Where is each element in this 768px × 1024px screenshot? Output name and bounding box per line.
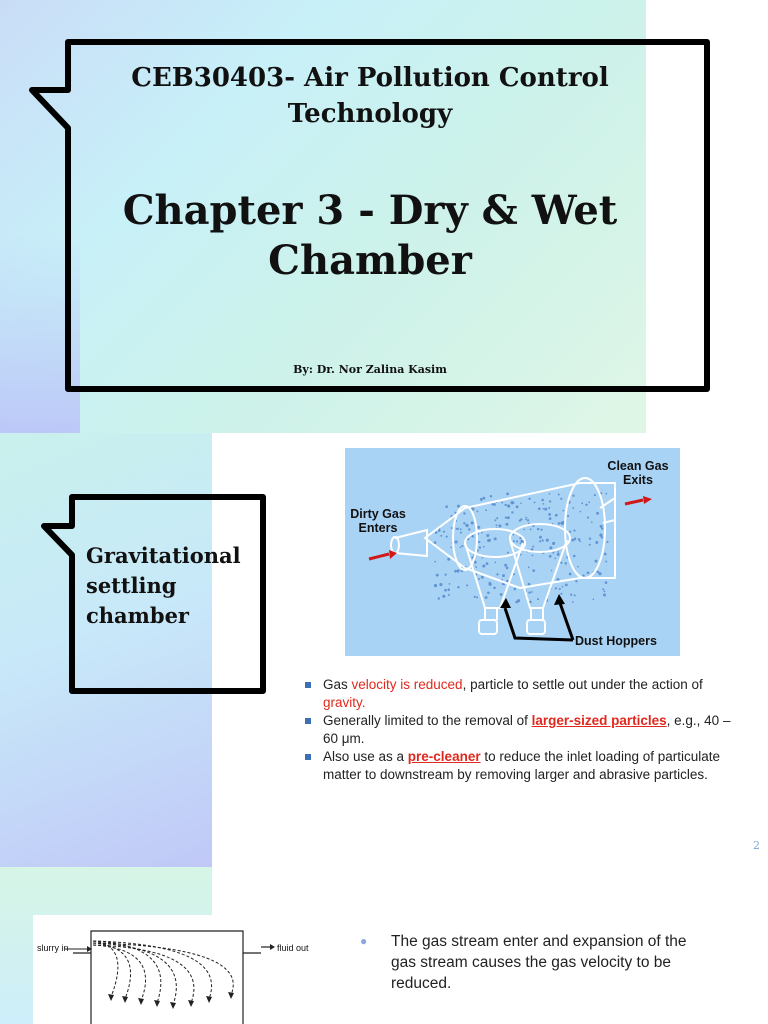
bullet-text: The gas stream enter and expansion of the gas stream causes the gas velocity to be reduced. xyxy=(391,933,687,992)
title-slide xyxy=(0,0,768,433)
bullet-square-icon xyxy=(305,754,311,760)
bullet-item xyxy=(305,676,735,711)
bullet-text-part: gravity. xyxy=(323,694,366,710)
settling-chamber-figure xyxy=(345,448,680,656)
bullet-text-part: , e.g., 40 – 60 μm. xyxy=(323,713,731,746)
chapter-title: Chapter 3 - Dry & Wet Chamber xyxy=(122,187,618,284)
bullet-text-part: to reduce the inlet loading of particulate matter to downstream by removing larger and abrasive particles. xyxy=(323,749,721,782)
bullet-dot-icon: ● xyxy=(360,934,368,948)
fluid-out-label: fluid out xyxy=(277,943,309,953)
chamber-flow-drawing xyxy=(33,915,330,1024)
clean-gas-label: Clean Gas Exits xyxy=(607,459,669,487)
bullet-text-part: larger-sized particles xyxy=(531,713,667,728)
course-title: CEB30403- Air Pollution Control Technology xyxy=(131,63,609,129)
bullet-text-part: Also use as a xyxy=(323,749,408,764)
author-line: By: Dr. Nor Zalina Kasim xyxy=(293,363,447,376)
bullet-item xyxy=(360,931,690,994)
bullet-text-part: Generally limited to the removal of xyxy=(323,713,532,728)
bullet-square-icon xyxy=(305,682,311,688)
content-slide-settling-chamber xyxy=(0,433,768,867)
bullet-item xyxy=(305,712,735,747)
section-title: Gravitational settling chamber xyxy=(86,543,241,628)
chamber-flow-diagram xyxy=(33,915,330,1024)
bullet-square-icon xyxy=(305,718,311,724)
bullet-list xyxy=(305,676,735,784)
bullet-text-part: velocity is reduced xyxy=(351,677,463,692)
bullet-item xyxy=(305,748,735,783)
page-number: 2 xyxy=(753,839,760,852)
bullet-text-part: Gas xyxy=(323,677,352,692)
content-slide-gas-stream xyxy=(0,867,768,1024)
dirty-gas-label: Dirty Gas Enters xyxy=(350,507,406,535)
bullet-text-part: , particle to settle out under the action of xyxy=(462,677,703,692)
settling-chamber-drawing xyxy=(345,448,680,656)
bullet-text-part: pre-cleaner xyxy=(407,749,481,764)
dust-hoppers-label: Dust Hoppers xyxy=(575,634,657,648)
slurry-in-label: slurry in xyxy=(37,943,69,953)
red-arrow-icon xyxy=(369,496,652,559)
bullet-list xyxy=(360,931,690,994)
